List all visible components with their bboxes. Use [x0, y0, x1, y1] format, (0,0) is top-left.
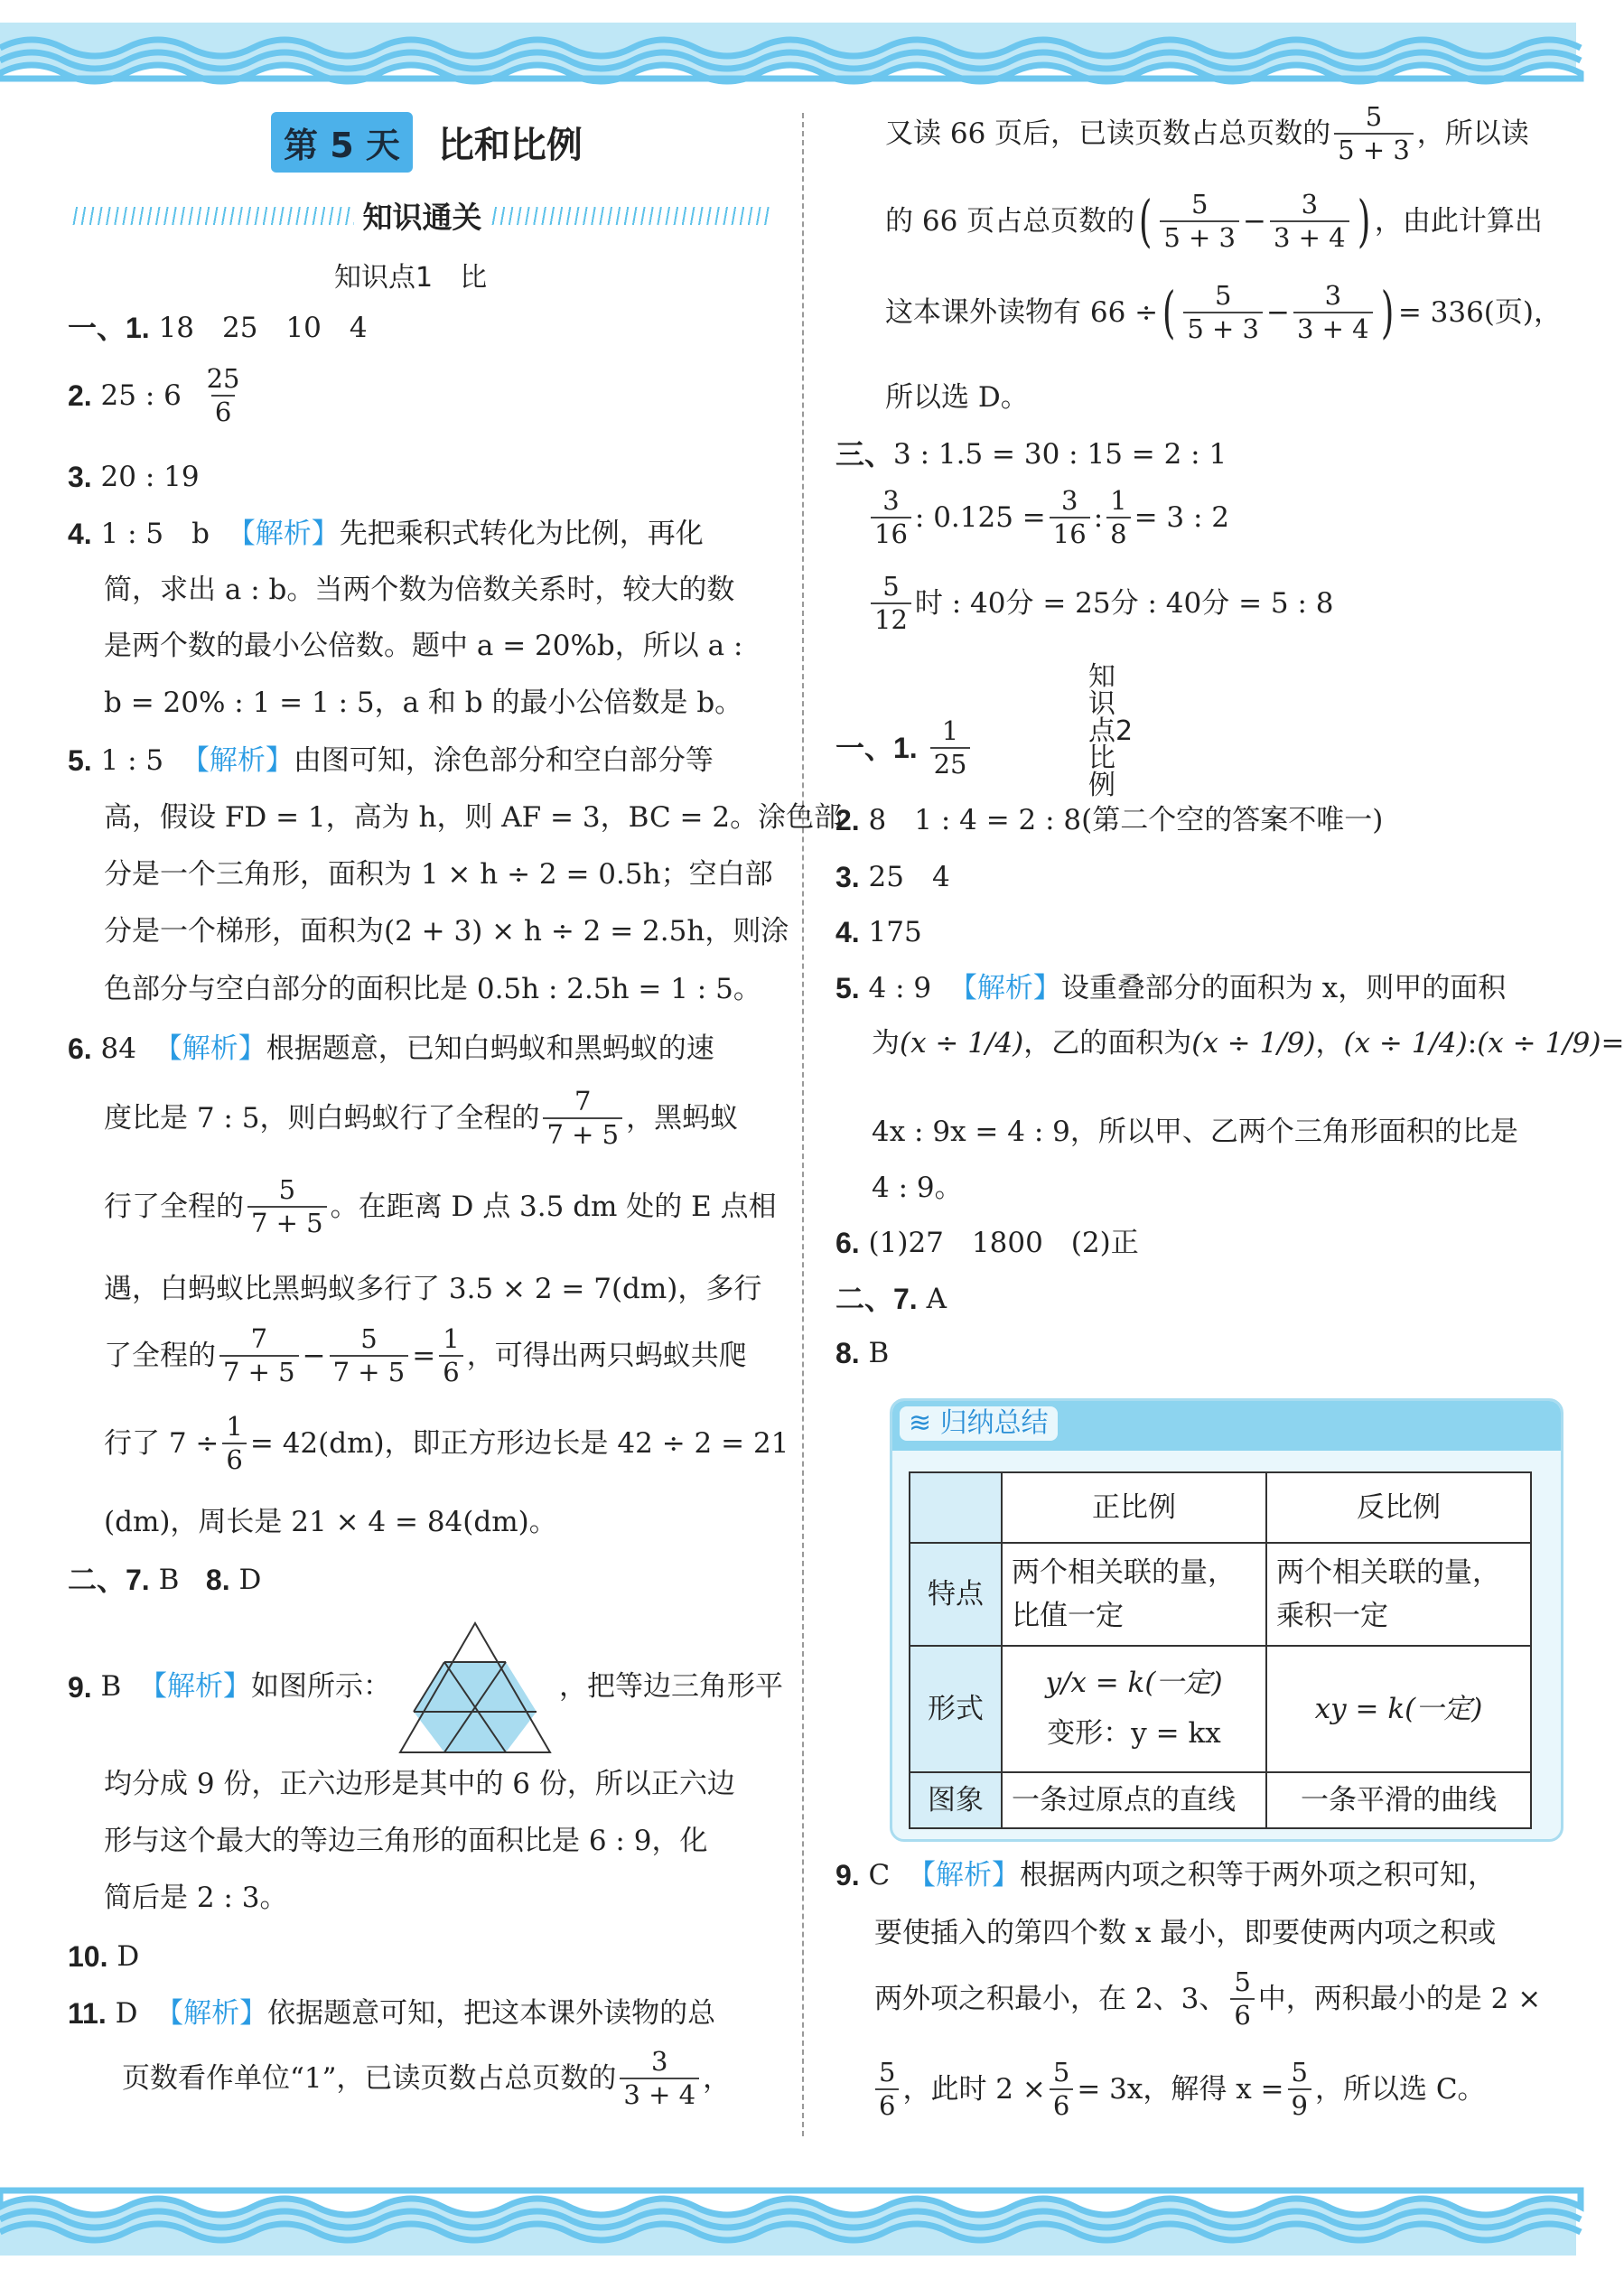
answer-q11: 11. D 【解析】 依据题意可知，把这本课外读物的总	[68, 1996, 716, 2030]
col-header-zheng: 正比例	[1002, 1472, 1266, 1543]
analysis-tag: 【解析】	[181, 743, 294, 777]
text-line: 4x : 9x = 4 : 9，所以甲、乙两个三角形面积的比是	[872, 1116, 1518, 1148]
analysis-tag: 【解析】	[154, 1032, 266, 1065]
analysis-tag: 【解析】	[227, 517, 340, 550]
knowledge-point-2: 知识点2 比例	[1088, 661, 1161, 801]
text-line: 形与这个最大的等边三角形的面积比是 6 : 9，化	[104, 1825, 708, 1857]
row-header: 特点	[910, 1543, 1002, 1646]
text-line: 遇，白蚂蚁比黑蚂蚁多行了 3.5 × 2 = 7(dm)，多行	[104, 1273, 762, 1305]
answer-p6: 6. (1)27 1800 (2)正	[835, 1226, 1139, 1259]
analysis-tag: 【解析】	[948, 971, 1061, 1004]
fraction: $\frac{25}{6}$	[206, 363, 240, 427]
text-line: b = 20% : 1 = 1 : 5，a 和 b 的最小公倍数是 b。	[104, 687, 743, 719]
text-line: 为 (x ÷ 1/4) ，乙的面积为 (x ÷ 1/9) ， (x ÷ 1/4) : (x ÷ 1/9) =	[872, 1027, 1624, 1060]
answer-q3: 3. 20 : 19	[68, 460, 200, 493]
answer-san: 三、 3 : 1.5 = 30 : 15 = 2 : 1	[835, 437, 1227, 471]
analysis-tag: 【解析】	[155, 1996, 268, 2030]
text-line: 要使插入的第四个数 x 最小，即要使两内项之积或	[874, 1917, 1497, 1949]
tick-decoration-icon	[72, 207, 354, 225]
answer-p8: 8. B	[835, 1336, 890, 1369]
col-header-fan: 反比例	[1266, 1472, 1531, 1543]
answer-p4: 4. 175	[835, 915, 922, 948]
text-line: 4 : 9。	[872, 1172, 963, 1204]
wave-decoration-icon	[0, 23, 1576, 79]
wave-icon: ≋	[909, 1407, 932, 1439]
answer-p1: 一、1. $\frac{1}{25}$	[835, 718, 974, 778]
text-line: 度比是 7 : 5，则白蚂蚁行了全程的 $\frac{7}{7 + 5}$ ，黑蚂蚁	[104, 1086, 739, 1150]
analysis-tag: 【解析】	[908, 1858, 1020, 1891]
answer-p7: 二、7. A	[835, 1282, 947, 1315]
summary-title: ≋ 归纳总结	[900, 1406, 1058, 1441]
answer-q1: 一、1. 18 25 10 4	[68, 311, 368, 344]
text-line: 这本课外读物有 66 ÷ ( $\frac{5}{5 + 3}$ − $\frac{3}{3 + 4}$ ) = 336(页)，	[885, 279, 1562, 345]
text-line: 简，求出 a : b。当两个数为倍数关系时，较大的数	[104, 574, 735, 606]
text-line: 行了全程的 $\frac{5}{7 + 5}$ 。在距离 D 点 3.5 dm 处的 E 点相	[104, 1174, 777, 1238]
title-text: 比和比例	[437, 125, 583, 166]
text-line: 了全程的 $\frac{7}{7 + 5}$ − $\frac{5}{7 + 5}$ = $\frac{1}{6}$ ，可得出两只蚂蚁共爬	[104, 1323, 747, 1387]
summary-box	[890, 1398, 1563, 1842]
column-divider	[802, 113, 804, 2136]
summary-table: 正比例 反比例 特点 两个相关联的量，比值一定 两个相关联的量，乘积一定 形式 y/x = k(一定) 变形：y = kx xy = k(一定) 图象 一条过原点的直线 一条平滑的曲线	[909, 1471, 1532, 1829]
answer-p3: 3. 25 4	[835, 860, 950, 893]
answer-q7-q8: 二、7. B 8. D	[68, 1563, 262, 1596]
text-line: $\frac{3}{16}$ : 0.125 = $\frac{3}{16}$ : $\frac{1}{8}$ = 3 : 2	[867, 488, 1229, 547]
answer-p9: 9. C 【解析】 根据两内项之积等于两外项之积可知，	[835, 1858, 1496, 1891]
text-line: 均分成 9 份，正六边形是其中的 6 份，所以正六边	[104, 1768, 735, 1800]
row-header: 图象	[910, 1772, 1002, 1828]
section-label: 知识通关	[362, 200, 482, 235]
answer-q9: 9. B 【解析】 如图所示： ，把等边三角形平	[68, 1621, 783, 1752]
answer-q4: 4. 1 : 5 b 【解析】 先把乘积式转化为比例，再化	[68, 517, 704, 550]
text-line: (dm)，周长是 21 × 4 = 84(dm)。	[104, 1506, 557, 1538]
text-line: 分是一个梯形，面积为(2 + 3) × h ÷ 2 = 2.5h，则涂	[104, 915, 789, 948]
text-line: 两外项之积最小，在 2、3、 $\frac{5}{6}$ 中，两积最小的是 2 ×	[874, 1966, 1542, 2031]
wave-decoration-icon	[0, 2190, 1576, 2256]
text-line: 色部分与空白部分的面积比是 0.5h : 2.5h = 1 : 5。	[104, 973, 761, 1005]
text-line: 行了 7 ÷ $\frac{1}{6}$ = 42(dm)，即正方形边长是 42 ÷ 2 = 21	[104, 1411, 789, 1475]
row-header: 形式	[910, 1646, 1002, 1772]
section-banner	[72, 194, 772, 237]
bottom-wave-border	[0, 2190, 1576, 2256]
text-line: 又读 66 页后，已读页数占总页数的 $\frac{5}{5 + 3}$ ，所以读	[885, 101, 1529, 165]
text-line: 高，假设 FD = 1，高为 h，则 AF = 3，BC = 2。涂色部	[104, 801, 843, 834]
text-line: 分是一个三角形，面积为 1 × h ÷ 2 = 0.5h；空白部	[104, 858, 773, 891]
text-line: 是两个数的最小公倍数。题中 a = 20%b，所以 a :	[104, 630, 743, 662]
answer-q6: 6. 84 【解析】 根据题意，已知白蚂蚁和黑蚂蚁的速	[68, 1032, 714, 1065]
text-line: $\frac{5}{6}$ ，此时 2 × $\frac{5}{6}$ = 3x，解得 x = $\frac{5}{9}$ ，所以选 C。	[872, 2060, 1486, 2119]
text-line: 的 66 页占总页数的 ( $\frac{5}{5 + 3}$ − $\frac{3}{3 + 4}$ ) ，由此计算出	[885, 188, 1543, 254]
top-wave-border	[0, 23, 1576, 79]
answer-p5: 5. 4 : 9 【解析】 设重叠部分的面积为 x，则甲的面积	[835, 971, 1507, 1004]
answer-p2: 2. 8 1 : 4 = 2 : 8(第二个空的答案不唯一)	[835, 803, 1384, 836]
text-line: 页数看作单位“1”，已读页数占总页数的 $\frac{3}{3 + 4}$ ，	[122, 2046, 732, 2110]
text-line: $\frac{5}{12}$ 时 : 40分 = 25分 : 40分 = 5 : 8	[867, 574, 1334, 633]
triangle-hexagon-figure	[398, 1621, 552, 1752]
text-line: 所以选 D。	[885, 381, 1029, 414]
page-title	[271, 112, 583, 173]
analysis-tag: 【解析】	[139, 1670, 252, 1703]
answer-q5: 5. 1 : 5 【解析】 由图可知，涂色部分和空白部分等	[68, 743, 714, 777]
text-line: 简后是 2 : 3。	[104, 1882, 288, 1914]
day-badge: 第 5 天	[271, 112, 413, 173]
answer-q10: 10. D	[68, 1939, 140, 1973]
tick-decoration-icon	[491, 207, 773, 225]
answer-q2: 2. 25 : 6 $\frac{25}{6}$	[68, 366, 247, 425]
knowledge-point-1: 知识点1 比	[334, 262, 488, 294]
